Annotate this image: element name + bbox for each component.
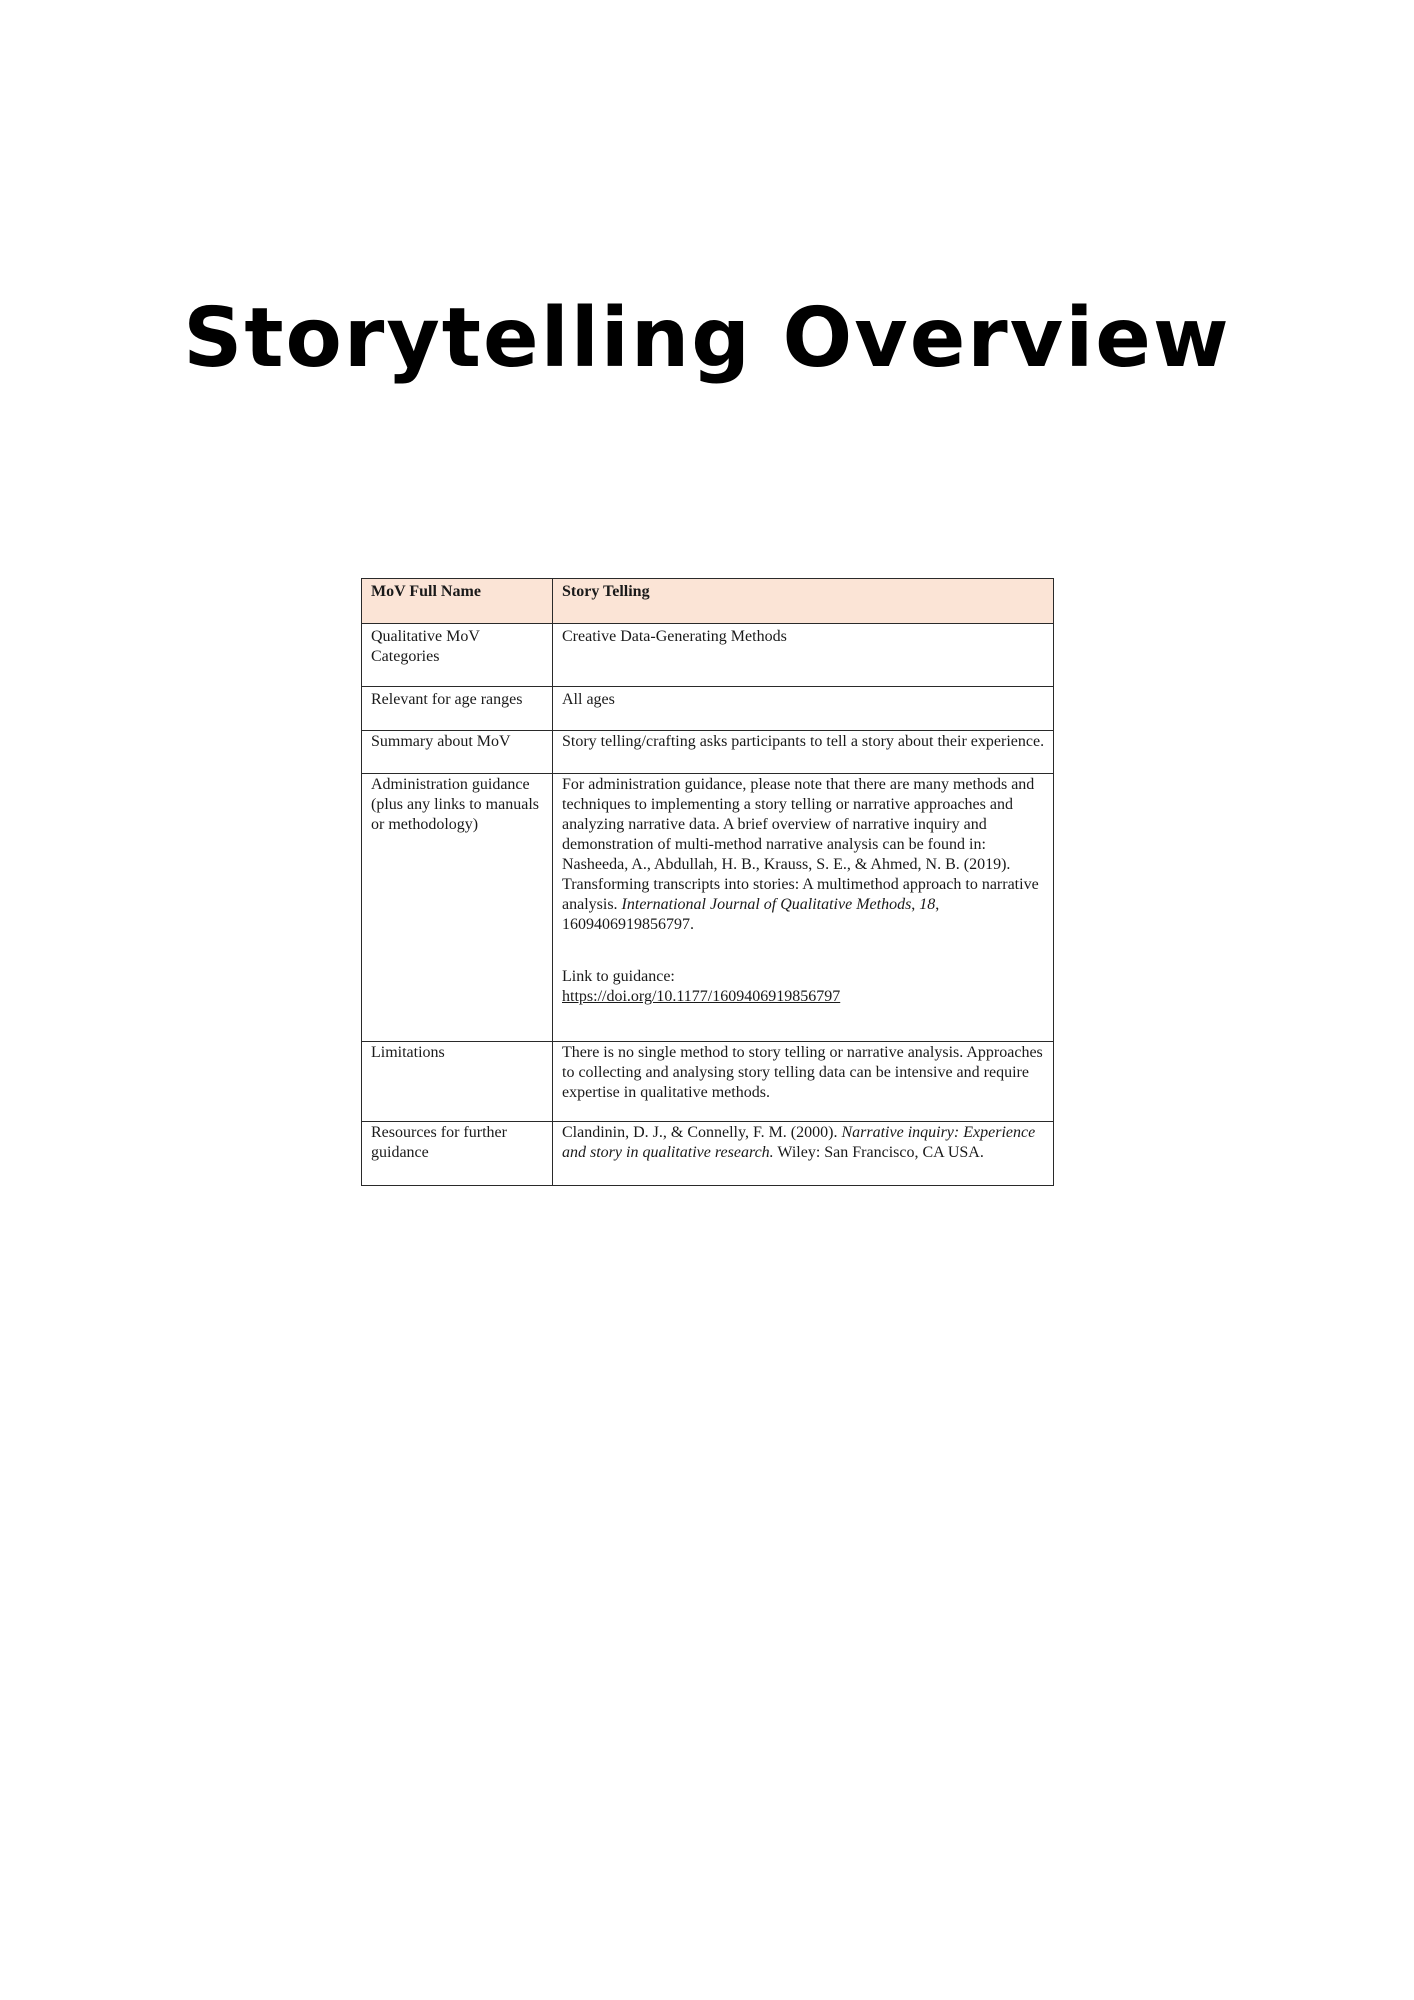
limitations-label-cell: Limitations xyxy=(362,1042,553,1122)
admin-citation xyxy=(562,855,1046,935)
table-row-header xyxy=(362,579,1054,624)
mov-overview-table xyxy=(361,578,1054,1186)
guidance-link[interactable]: https://doi.org/10.1177/1609406919856797 xyxy=(562,988,841,1005)
resources-label-cell: Resources for further guidance xyxy=(362,1122,553,1186)
categories-label-cell: Qualitative MoV Categories xyxy=(362,624,553,687)
table-row-administration xyxy=(362,774,1054,1042)
age-value-cell: All ages xyxy=(553,687,1054,731)
header-value-cell: Story Telling xyxy=(553,579,1054,624)
admin-label-cell: Administration guidance (plus any links to manuals or methodology) xyxy=(362,774,553,1042)
admin-citation-journal: International Journal of Qualitative Methods xyxy=(621,896,912,913)
header-label-cell: MoV Full Name xyxy=(362,579,553,624)
admin-citation-pages: , 1609406919856797. xyxy=(562,896,940,933)
admin-citation-volume: 18 xyxy=(919,896,936,913)
resources-value-cell xyxy=(553,1122,1054,1186)
admin-citation-authors: Nasheeda, A., Abdullah, H. B., Krauss, S. E., & Ahmed, N. B. (2019). Transforming transcripts into stories: A multimethod approach to narrative analysis. xyxy=(562,856,1039,913)
table-row-summary xyxy=(362,731,1054,774)
limitations-value-cell: There is no single method to story telling or narrative analysis. Approaches to collecting and analysing story telling data can be intensive and require expertise in qualitative methods. xyxy=(553,1042,1054,1122)
admin-value-cell xyxy=(553,774,1054,1042)
admin-link-label: Link to guidance: xyxy=(562,968,675,985)
admin-citation-sep: , xyxy=(911,896,920,913)
admin-intro-text: For administration guidance, please note that there are many methods and techniques to implementing a story telling or narrative approaches and analyzing narrative data. A brief overview of narrative inquiry and demonstration of multi-method narrative analysis can be found in: xyxy=(562,776,1035,853)
summary-label-cell: Summary about MoV xyxy=(362,731,553,774)
resources-citation-authors: Clandinin, D. J., & Connelly, F. M. (2000). xyxy=(562,1124,842,1141)
table-row-categories xyxy=(362,624,1054,687)
age-label-cell: Relevant for age ranges xyxy=(362,687,553,731)
resources-citation-title: Narrative inquiry: Experience and story in qualitative research. xyxy=(562,1124,1036,1161)
table-row-resources xyxy=(362,1122,1054,1186)
page-title: Storytelling Overview xyxy=(183,291,1231,386)
categories-value-cell: Creative Data-Generating Methods xyxy=(553,624,1054,687)
resources-citation-publisher: Wiley: San Francisco, CA USA. xyxy=(773,1144,984,1161)
table-row-age-ranges xyxy=(362,687,1054,731)
admin-spacer xyxy=(562,935,1046,967)
table-row-limitations xyxy=(362,1042,1054,1122)
summary-value-cell: Story telling/crafting asks participants to tell a story about their experience. xyxy=(553,731,1054,774)
